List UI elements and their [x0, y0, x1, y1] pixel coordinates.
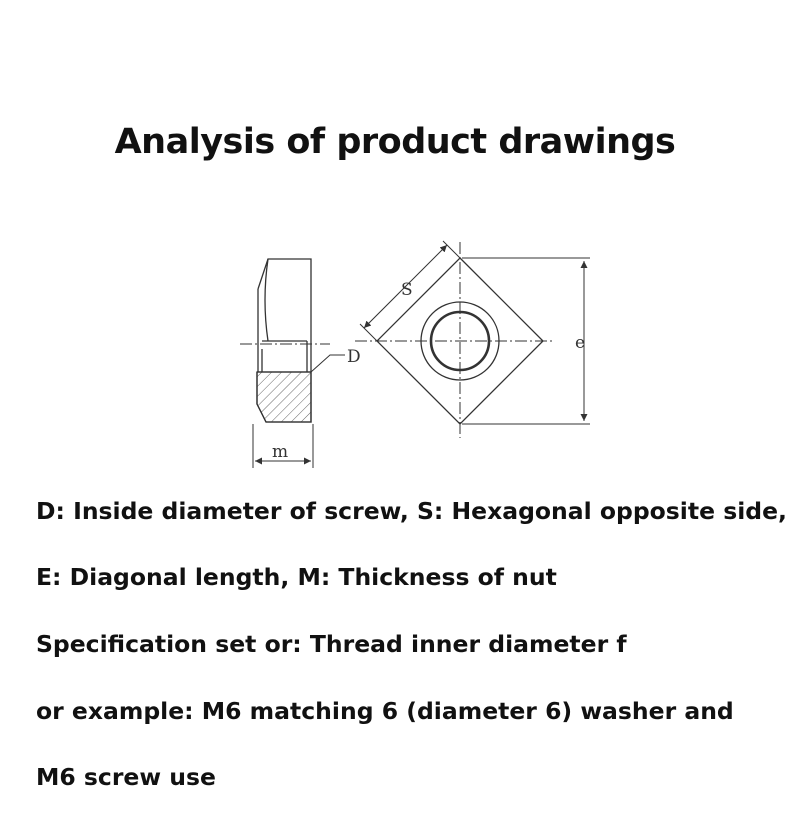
label-s: S [401, 280, 413, 300]
section-hatch [257, 372, 311, 422]
description-line: Specification set or: Thread inner diameter f [36, 630, 627, 658]
nut-drawing [230, 232, 610, 477]
chamfer-curve [265, 259, 268, 341]
label-e: e [575, 333, 586, 353]
d-leader [311, 355, 345, 372]
front-view [355, 241, 590, 438]
description-line: D: Inside diameter of screw, S: Hexagonal opposite side, [36, 497, 787, 525]
page-title: Analysis of product drawings [114, 122, 676, 162]
label-d: D [347, 347, 361, 367]
description-line: M6 screw use [36, 763, 216, 791]
label-m: m [272, 442, 289, 462]
description-line: or example: M6 matching 6 (diameter 6) washer and [36, 697, 734, 725]
side-view [240, 259, 345, 468]
description-line: E: Diagonal length, M: Thickness of nut [36, 563, 557, 591]
